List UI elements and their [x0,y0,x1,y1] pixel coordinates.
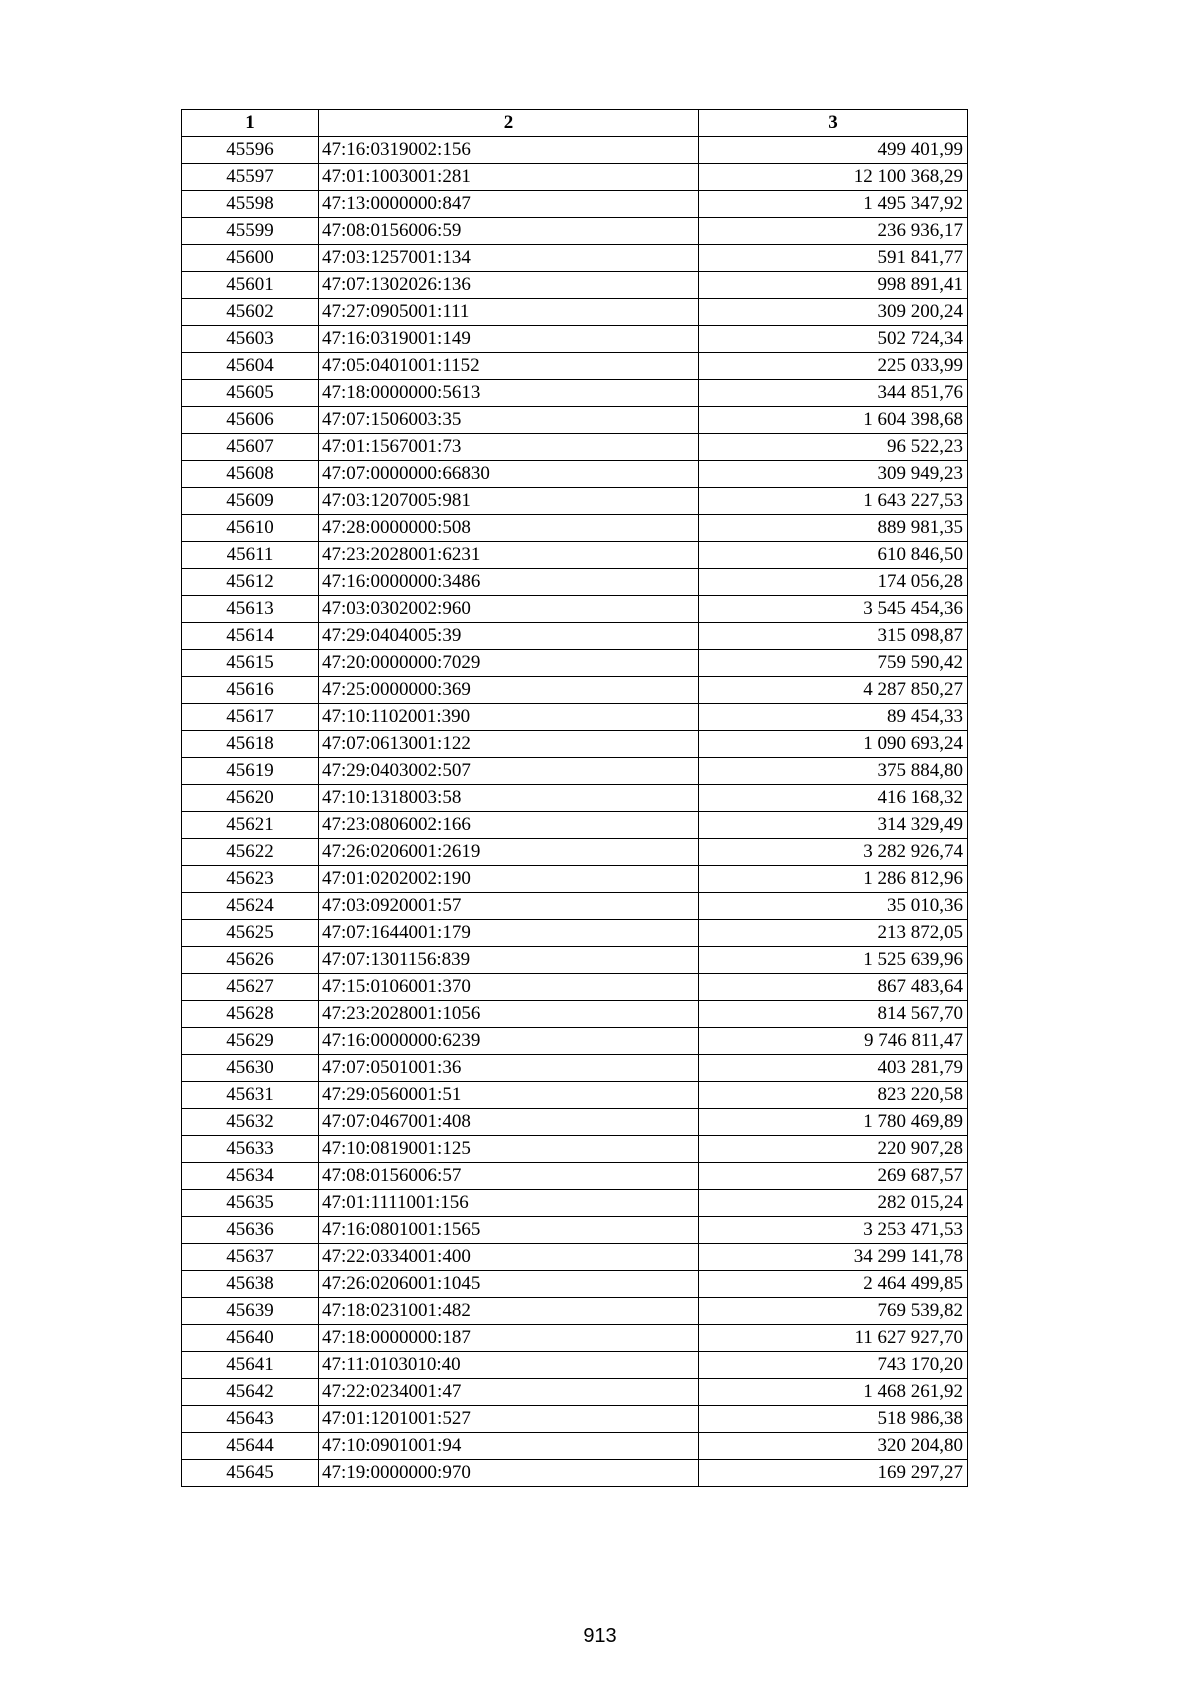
row-number-cell: 45603 [182,326,319,353]
cadastral-number-cell: 47:07:0613001:122 [319,731,699,758]
table-header [182,110,968,137]
cadastral-number-cell: 47:01:1567001:73 [319,434,699,461]
table-row [182,1271,968,1298]
table-row [182,1379,968,1406]
row-number-cell: 45616 [182,677,319,704]
cadastral-number-cell: 47:18:0231001:482 [319,1298,699,1325]
cadastral-number-cell: 47:25:0000000:369 [319,677,699,704]
row-number-cell: 45626 [182,947,319,974]
amount-cell: 3 253 471,53 [699,1217,968,1244]
cadastral-number-cell: 47:01:1201001:527 [319,1406,699,1433]
table-row [182,893,968,920]
amount-cell: 591 841,77 [699,245,968,272]
row-number-cell: 45632 [182,1109,319,1136]
table-row [182,1217,968,1244]
cadastral-number-cell: 47:07:1301156:839 [319,947,699,974]
cadastral-number-cell: 47:10:1318003:58 [319,785,699,812]
amount-cell: 344 851,76 [699,380,968,407]
row-number-cell: 45601 [182,272,319,299]
table-row [182,1163,968,1190]
row-number-cell: 45607 [182,434,319,461]
cadastral-number-cell: 47:16:0000000:3486 [319,569,699,596]
row-number-cell: 45633 [182,1136,319,1163]
table-row [182,1433,968,1460]
cadastral-number-cell: 47:13:0000000:847 [319,191,699,218]
row-number-cell: 45602 [182,299,319,326]
amount-cell: 1 643 227,53 [699,488,968,515]
table-row [182,569,968,596]
cadastral-number-cell: 47:16:0319001:149 [319,326,699,353]
row-number-cell: 45613 [182,596,319,623]
amount-cell: 4 287 850,27 [699,677,968,704]
table-row [182,1406,968,1433]
amount-cell: 403 281,79 [699,1055,968,1082]
cadastral-number-cell: 47:23:0806002:166 [319,812,699,839]
amount-cell: 213 872,05 [699,920,968,947]
row-number-cell: 45624 [182,893,319,920]
column-header-1: 1 [182,110,319,137]
row-number-cell: 45643 [182,1406,319,1433]
cadastral-number-cell: 47:07:1506003:35 [319,407,699,434]
cadastral-number-cell: 47:29:0403002:507 [319,758,699,785]
row-number-cell: 45615 [182,650,319,677]
cadastral-number-cell: 47:10:1102001:390 [319,704,699,731]
row-number-cell: 45638 [182,1271,319,1298]
table-row [182,326,968,353]
amount-cell: 1 468 261,92 [699,1379,968,1406]
amount-cell: 823 220,58 [699,1082,968,1109]
cadastral-number-cell: 47:11:0103010:40 [319,1352,699,1379]
table-row [182,218,968,245]
row-number-cell: 45604 [182,353,319,380]
cadastral-number-cell: 47:16:0801001:1565 [319,1217,699,1244]
cadastral-number-cell: 47:07:1644001:179 [319,920,699,947]
table-row [182,1190,968,1217]
cadastral-number-cell: 47:29:0560001:51 [319,1082,699,1109]
amount-cell: 518 986,38 [699,1406,968,1433]
amount-cell: 35 010,36 [699,893,968,920]
table-row [182,677,968,704]
row-number-cell: 45644 [182,1433,319,1460]
table-row [182,353,968,380]
cadastral-number-cell: 47:10:0901001:94 [319,1433,699,1460]
amount-cell: 34 299 141,78 [699,1244,968,1271]
cadastral-number-cell: 47:10:0819001:125 [319,1136,699,1163]
row-number-cell: 45614 [182,623,319,650]
cadastral-number-cell: 47:07:1302026:136 [319,272,699,299]
table-row [182,1325,968,1352]
cadastral-number-cell: 47:23:2028001:1056 [319,1001,699,1028]
row-number-cell: 45596 [182,137,319,164]
table-row [182,920,968,947]
row-number-cell: 45634 [182,1163,319,1190]
amount-cell: 375 884,80 [699,758,968,785]
row-number-cell: 45597 [182,164,319,191]
row-number-cell: 45609 [182,488,319,515]
table-row [182,596,968,623]
amount-cell: 1 780 469,89 [699,1109,968,1136]
row-number-cell: 45623 [182,866,319,893]
cadastral-number-cell: 47:07:0467001:408 [319,1109,699,1136]
row-number-cell: 45637 [182,1244,319,1271]
table-body [182,137,968,1487]
cadastral-number-cell: 47:03:1207005:981 [319,488,699,515]
table-row [182,1136,968,1163]
amount-cell: 309 200,24 [699,299,968,326]
cadastral-number-cell: 47:03:0920001:57 [319,893,699,920]
row-number-cell: 45619 [182,758,319,785]
row-number-cell: 45630 [182,1055,319,1082]
amount-cell: 867 483,64 [699,974,968,1001]
amount-cell: 1 525 639,96 [699,947,968,974]
cadastral-number-cell: 47:29:0404005:39 [319,623,699,650]
column-header-3: 3 [699,110,968,137]
row-number-cell: 45622 [182,839,319,866]
row-number-cell: 45599 [182,218,319,245]
row-number-cell: 45635 [182,1190,319,1217]
row-number-cell: 45620 [182,785,319,812]
amount-cell: 502 724,34 [699,326,968,353]
cadastral-number-cell: 47:20:0000000:7029 [319,650,699,677]
cadastral-number-cell: 47:16:0319002:156 [319,137,699,164]
amount-cell: 998 891,41 [699,272,968,299]
amount-cell: 236 936,17 [699,218,968,245]
table-row [182,1460,968,1487]
row-number-cell: 45608 [182,461,319,488]
table-row [182,704,968,731]
table-row [182,137,968,164]
cadastral-number-cell: 47:18:0000000:5613 [319,380,699,407]
amount-cell: 315 098,87 [699,623,968,650]
cadastral-number-cell: 47:27:0905001:111 [319,299,699,326]
table-row [182,1028,968,1055]
table-row [182,623,968,650]
amount-cell: 499 401,99 [699,137,968,164]
table-row [182,164,968,191]
table-row [182,812,968,839]
row-number-cell: 45639 [182,1298,319,1325]
amount-cell: 174 056,28 [699,569,968,596]
registry-table [181,109,968,1487]
table-row [182,1055,968,1082]
table-row [182,866,968,893]
amount-cell: 814 567,70 [699,1001,968,1028]
amount-cell: 220 907,28 [699,1136,968,1163]
table-row [182,272,968,299]
table-row [182,299,968,326]
table-row [182,407,968,434]
column-header-2: 2 [319,110,699,137]
row-number-cell: 45625 [182,920,319,947]
cadastral-number-cell: 47:19:0000000:970 [319,1460,699,1487]
amount-cell: 169 297,27 [699,1460,968,1487]
table-row [182,1001,968,1028]
header-row [182,110,968,137]
cadastral-number-cell: 47:08:0156006:59 [319,218,699,245]
table-row [182,488,968,515]
table-row [182,947,968,974]
row-number-cell: 45640 [182,1325,319,1352]
amount-cell: 225 033,99 [699,353,968,380]
table-row [182,731,968,758]
cadastral-number-cell: 47:22:0234001:47 [319,1379,699,1406]
cadastral-number-cell: 47:07:0000000:66830 [319,461,699,488]
amount-cell: 769 539,82 [699,1298,968,1325]
table-row [182,974,968,1001]
cadastral-number-cell: 47:05:0401001:1152 [319,353,699,380]
amount-cell: 743 170,20 [699,1352,968,1379]
table-row [182,1298,968,1325]
amount-cell: 610 846,50 [699,542,968,569]
amount-cell: 416 168,32 [699,785,968,812]
cadastral-number-cell: 47:28:0000000:508 [319,515,699,542]
amount-cell: 9 746 811,47 [699,1028,968,1055]
amount-cell: 1 286 812,96 [699,866,968,893]
row-number-cell: 45618 [182,731,319,758]
amount-cell: 314 329,49 [699,812,968,839]
cadastral-number-cell: 47:08:0156006:57 [319,1163,699,1190]
row-number-cell: 45610 [182,515,319,542]
row-number-cell: 45645 [182,1460,319,1487]
row-number-cell: 45612 [182,569,319,596]
row-number-cell: 45600 [182,245,319,272]
table-row [182,461,968,488]
cadastral-number-cell: 47:18:0000000:187 [319,1325,699,1352]
amount-cell: 889 981,35 [699,515,968,542]
cadastral-number-cell: 47:01:1111001:156 [319,1190,699,1217]
amount-cell: 1 090 693,24 [699,731,968,758]
amount-cell: 89 454,33 [699,704,968,731]
amount-cell: 282 015,24 [699,1190,968,1217]
table-row [182,1109,968,1136]
table-row [182,1244,968,1271]
table-row [182,758,968,785]
row-number-cell: 45628 [182,1001,319,1028]
cadastral-number-cell: 47:22:0334001:400 [319,1244,699,1271]
cadastral-number-cell: 47:16:0000000:6239 [319,1028,699,1055]
cadastral-number-cell: 47:01:1003001:281 [319,164,699,191]
table-row [182,515,968,542]
row-number-cell: 45631 [182,1082,319,1109]
amount-cell: 11 627 927,70 [699,1325,968,1352]
cadastral-number-cell: 47:26:0206001:1045 [319,1271,699,1298]
row-number-cell: 45621 [182,812,319,839]
amount-cell: 96 522,23 [699,434,968,461]
row-number-cell: 45629 [182,1028,319,1055]
row-number-cell: 45611 [182,542,319,569]
amount-cell: 1 495 347,92 [699,191,968,218]
table-row [182,191,968,218]
table-row [182,785,968,812]
amount-cell: 269 687,57 [699,1163,968,1190]
table-row [182,1352,968,1379]
cadastral-number-cell: 47:03:0302002:960 [319,596,699,623]
cadastral-number-cell: 47:23:2028001:6231 [319,542,699,569]
row-number-cell: 45598 [182,191,319,218]
amount-cell: 2 464 499,85 [699,1271,968,1298]
table-row [182,839,968,866]
table-row [182,380,968,407]
table-row [182,434,968,461]
amount-cell: 320 204,80 [699,1433,968,1460]
amount-cell: 3 545 454,36 [699,596,968,623]
cadastral-number-cell: 47:01:0202002:190 [319,866,699,893]
table-row [182,1082,968,1109]
cadastral-number-cell: 47:26:0206001:2619 [319,839,699,866]
table-row [182,245,968,272]
page-number: 913 [583,1625,617,1647]
cadastral-number-cell: 47:07:0501001:36 [319,1055,699,1082]
row-number-cell: 45606 [182,407,319,434]
row-number-cell: 45642 [182,1379,319,1406]
row-number-cell: 45605 [182,380,319,407]
table-row [182,650,968,677]
amount-cell: 1 604 398,68 [699,407,968,434]
row-number-cell: 45641 [182,1352,319,1379]
amount-cell: 12 100 368,29 [699,164,968,191]
amount-cell: 759 590,42 [699,650,968,677]
cadastral-number-cell: 47:15:0106001:370 [319,974,699,1001]
amount-cell: 309 949,23 [699,461,968,488]
row-number-cell: 45636 [182,1217,319,1244]
amount-cell: 3 282 926,74 [699,839,968,866]
table-row [182,542,968,569]
row-number-cell: 45627 [182,974,319,1001]
row-number-cell: 45617 [182,704,319,731]
cadastral-number-cell: 47:03:1257001:134 [319,245,699,272]
